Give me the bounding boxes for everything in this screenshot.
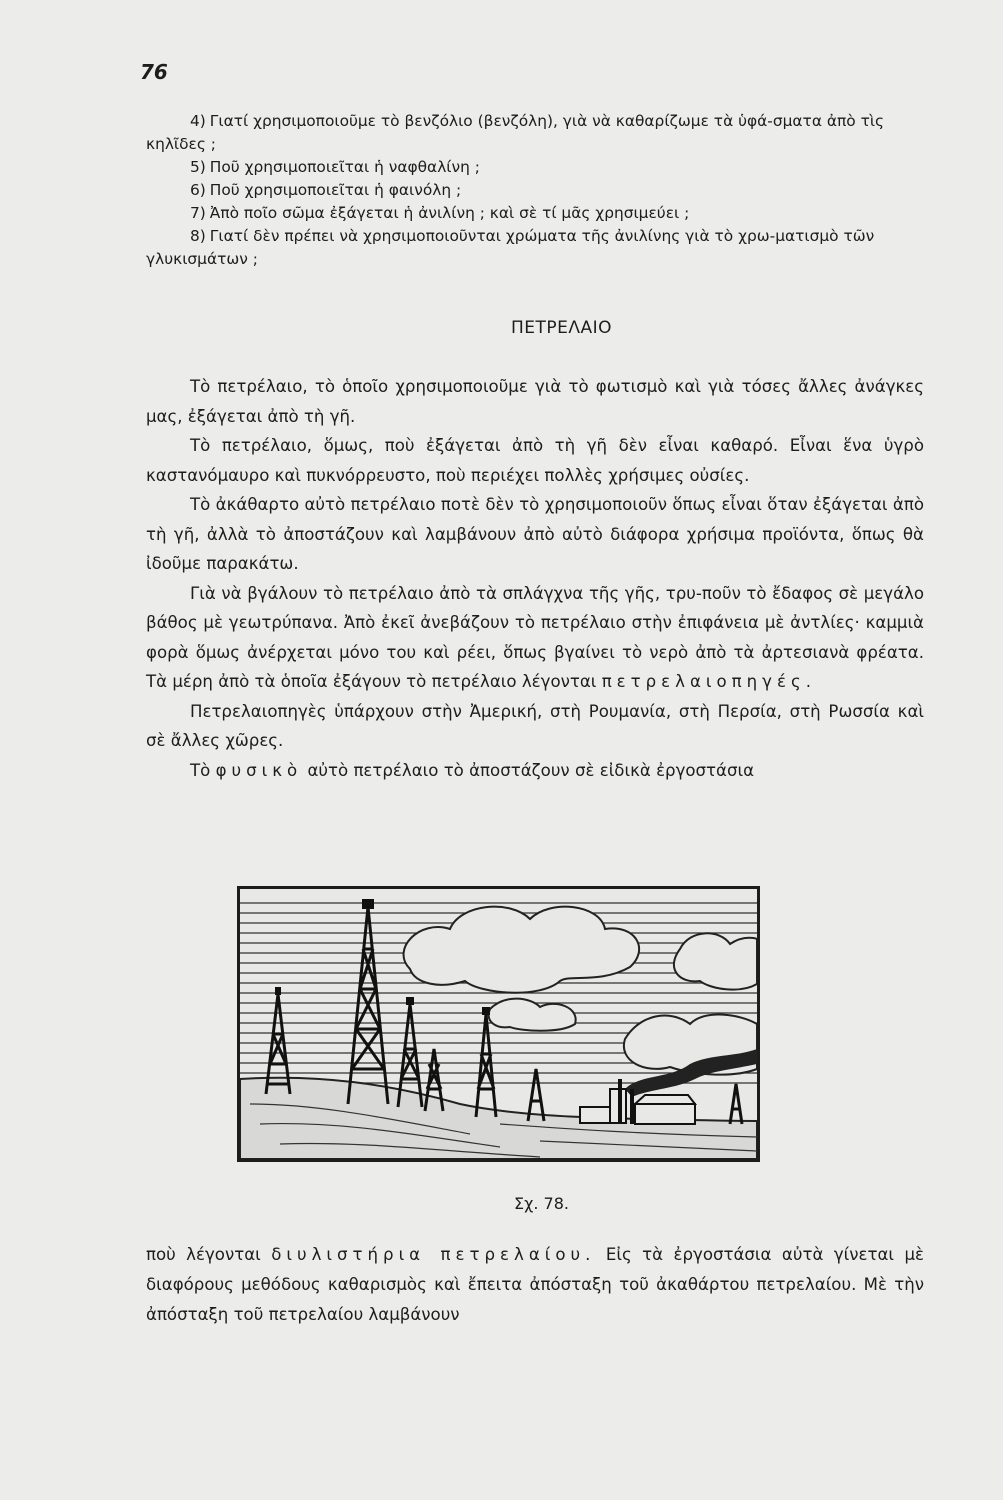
question-5: 5) Ποῦ χρησιμοποιεῖται ἡ ναφθαλίνη ; [190, 158, 480, 176]
figure-caption: Σχ. 78. [514, 1194, 569, 1213]
continuation-text [146, 1240, 924, 1330]
paragraph-2: Τὸ πετρέλαιο, ὅμως, ποὺ ἐξάγεται ἀπὸ τὴ γῆ δὲν εἶναι καθαρό. Εἶναι ἕνα ὑγρὸ καστανόμαυρο καὶ πυκνόρρευστο, ποὺ περιέχει πολλὲς χρήσιμες οὐσίες. [146, 436, 924, 485]
section-title: ΠΕΤΡΕΛΑΙΟ [510, 318, 613, 338]
paragraph-5: Πετρελαιοπηγὲς ὑπάρχουν στὴν Ἀμερική, στὴ Ρουμανία, στὴ Περσία, στὴ Ρωσσία καὶ σὲ ἄλλες χῶρες. [146, 701, 924, 750]
paragraph-6: Τὸ φυσικὸ αὐτὸ πετρέλαιο τὸ ἀποστάζουν σὲ εἰδικὰ ἐργοστάσια [190, 760, 755, 780]
paragraph-1: Τὸ πετρέλαιο, τὸ ὁποῖο χρησιμοποιοῦμε γιὰ τὸ φωτισμὸ καὶ γιὰ τόσες ἄλλες ἀνάγκες μας, ἐξάγεται ἀπὸ τὴ γῆ. [146, 377, 924, 426]
questions-list [146, 110, 924, 271]
question-6: 6) Ποῦ χρησιμοποιεῖται ἡ φαινόλη ; [190, 181, 462, 199]
question-7: 7) Ἀπὸ ποῖο σῶμα ἐξάγεται ἡ ἀνιλίνη ; καὶ σὲ τί μᾶς χρησιμεύει ; [190, 204, 690, 222]
oil-field-illustration [237, 886, 760, 1162]
main-text [146, 372, 924, 785]
paragraph-3: Τὸ ἀκάθαρτο αὐτὸ πετρέλαιο ποτὲ δὲν τὸ χρησιμοποιοῦν ὅπως εἶναι ὅταν ἐξάγεται ἀπὸ τὴ γῆ, ἀλλὰ τὸ ἀποστάζουν καὶ λαμβάνουν ἀπὸ αὐτὸ διάφορα χρήσιμα προϊόντα, ὅπως θὰ ἰδοῦμε παρακάτω. [146, 495, 924, 573]
question-8: 8) Γιατί δὲν πρέπει νὰ χρησιμοποιοῦνται χρώματα τῆς ἀνιλίνης γιὰ τὸ χρω-ματισμὸ τῶν γλυκισμάτων ; [146, 227, 875, 268]
question-4: 4) Γιατί χρησιμοποιοῦμε τὸ βενζόλιο (βενζόλη), γιὰ νὰ καθαρίζωμε τὰ ὑφά-σματα ἀπὸ τὶς κηλῖδες ; [146, 112, 885, 153]
paragraph-4: Γιὰ νὰ βγάλουν τὸ πετρέλαιο ἀπὸ τὰ σπλάγχνα τῆς γῆς, τρυ-ποῦν τὸ ἔδαφος σὲ μεγάλο βάθος μὲ γεωτρύπανα. Ἀπὸ ἐκεῖ ἀνεβάζουν τὸ πετρέλαιο στὴν ἐπιφάνεια μὲ ἀντλίες· καμμιὰ φορὰ ὅμως ἀνέρχεται μόνο του καὶ ρέει, ὅπως βγαίνει τὸ νερὸ ἀπὸ τὰ ἀρτεσιανὰ φρέατα. Τὰ μέρη ἀπὸ τὰ ὁποῖα ἐξάγουν τὸ πετρέλαιο λέγονται πετρελαιοπηγές. [146, 583, 924, 691]
paragraph-7: ποὺ λέγονται διυλιστήρια πετρελαίου. Εἰς τὰ ἐργοστάσια αὐτὰ γίνεται μὲ διαφόρους μεθόδους καθαρισμὸς καὶ ἔπειτα ἀπόσταξη τοῦ ἀκαθάρτου πετρελαίου. Μὲ τὴν ἀπόσταξη τοῦ πετρελαίου λαμβάνουν [146, 1245, 925, 1324]
page-number: 76 [140, 60, 168, 84]
